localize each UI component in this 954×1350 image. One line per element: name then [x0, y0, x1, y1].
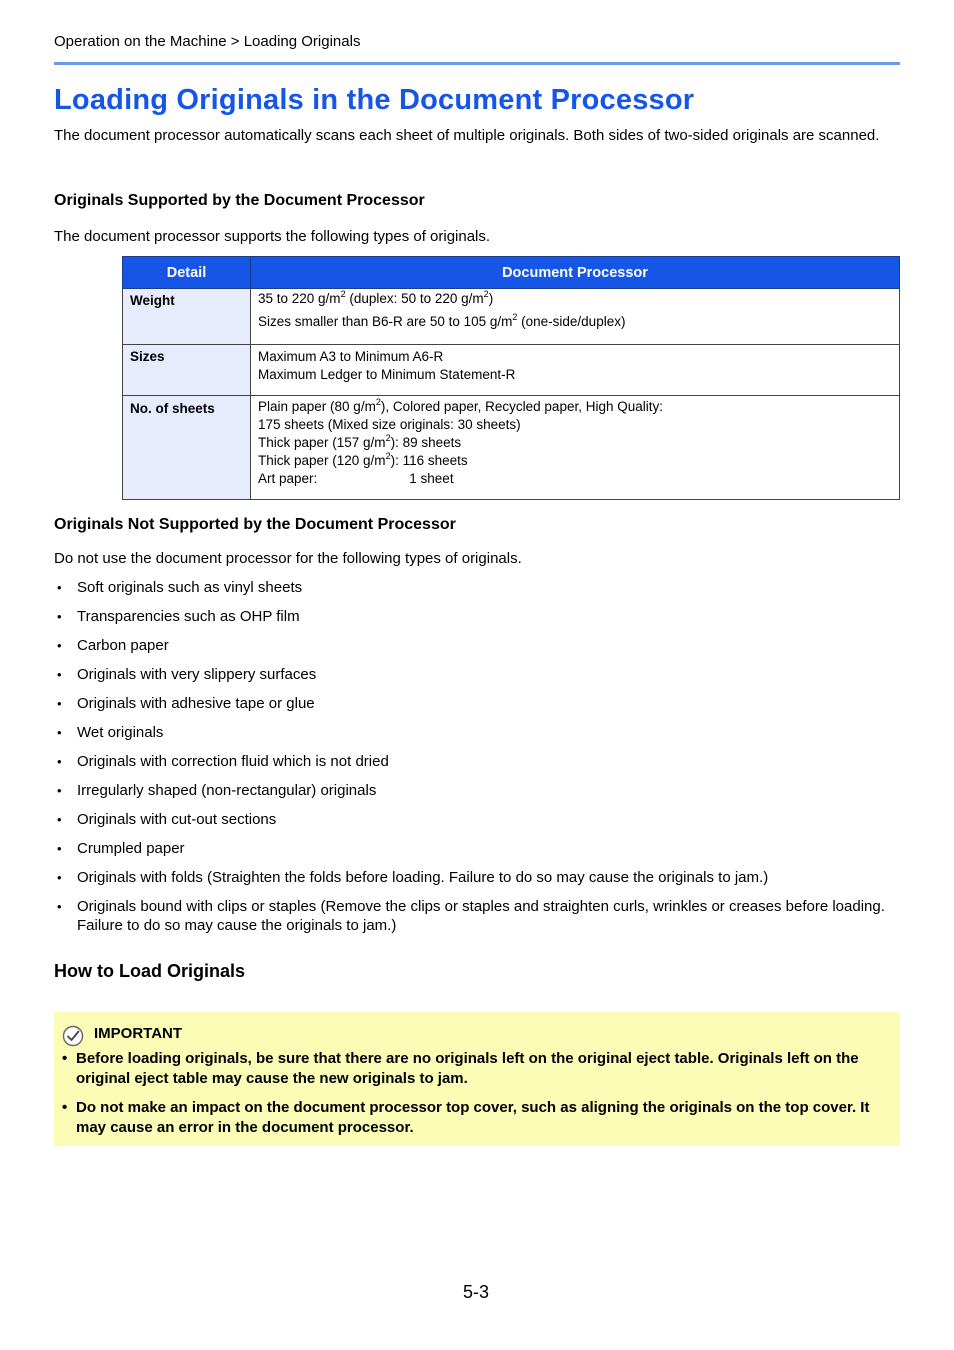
list-item: • Originals with very slippery surfaces [54, 665, 900, 684]
row-label-sizes: Sizes [123, 345, 251, 396]
row-value-sizes: Maximum A3 to Minimum A6-R Maximum Ledger to Minimum Statement-R [251, 345, 900, 396]
not-supported-originals-heading: Originals Not Supported by the Document Processor [54, 516, 456, 533]
list-item: • Originals with cut-out sections [54, 810, 900, 829]
row-label-weight: Weight [123, 289, 251, 345]
not-supported-originals-list [54, 578, 900, 945]
important-title: IMPORTANT [94, 1025, 183, 1042]
list-item: • Soft originals such as vinyl sheets [54, 578, 900, 597]
page-number: 5-3 [463, 1282, 490, 1302]
row-label-number-of-sheets: No. of sheets [123, 396, 251, 500]
important-list [61, 1049, 889, 1147]
list-item: • Originals with correction fluid which is not dried [54, 752, 900, 771]
important-item: • Before loading originals, be sure that there are no originals left on the original eject table. Originals left on the original eject table may cause the new originals to jam. [61, 1049, 889, 1089]
list-item: • Transparencies such as OHP film [54, 607, 900, 626]
supported-originals-intro: The document processor supports the following types of originals. [54, 228, 491, 245]
list-item: • Irregularly shaped (non-rectangular) originals [54, 781, 900, 800]
list-item: • Originals with folds (Straighten the folds before loading. Failure to do so may cause the originals to jam.) [54, 868, 900, 887]
row-value-number-of-sheets: Plain paper (80 $g/m^2$), Colored paper, Recycled paper, High Quality: 175 sheets (Mixed size originals: 30 sheets) Thick paper (157 $g/m^2$): 89 sheets Thick paper (120 $g/m^2$): 116 sheets Art paper: 1 sheet [251, 396, 900, 500]
header-detail: Detail [123, 257, 251, 289]
list-item: • Originals with adhesive tape or glue [54, 694, 900, 713]
table-row-weight [123, 289, 900, 345]
row-value-weight: 35 to 220 $g/m^2$ (duplex: 50 to 220 $g/m^2$) Sizes smaller than B6-R are 50 to 105 $g/m^2$ (one-side/duplex) [251, 289, 900, 345]
table-row-sizes [123, 345, 900, 396]
list-item: • Crumpled paper [54, 839, 900, 858]
breadcrumb: Operation on the Machine > Loading Originals [54, 33, 361, 50]
list-item: • Wet originals [54, 723, 900, 742]
supported-originals-heading: Originals Supported by the Document Processor [54, 192, 425, 209]
how-to-load-heading: How to Load Originals [54, 961, 246, 981]
important-item: • Do not make an impact on the document processor top cover, such as aligning the originals on the top cover. It may cause an error in the document processor. [61, 1098, 889, 1138]
table-header-row [123, 257, 900, 289]
list-item: • Originals bound with clips or staples (Remove the clips or staples and straighten curls, wrinkles or creases before loading. Failure to do so may cause the originals to jam.) [54, 897, 900, 935]
header-document-processor: Document Processor [251, 257, 900, 289]
checkmark-circle-icon [62, 1025, 84, 1047]
not-supported-originals-intro: Do not use the document processor for the following types of originals. [54, 550, 522, 567]
header-divider [54, 62, 900, 65]
important-notice [54, 1012, 900, 1146]
table-row-number-of-sheets [123, 396, 900, 500]
intro-paragraph: The document processor automatically scans each sheet of multiple originals. Both sides of two-sided originals are scanned. [54, 127, 880, 144]
supported-originals-table [122, 256, 900, 500]
list-item: • Carbon paper [54, 636, 900, 655]
page-title: Loading Originals in the Document Processor [54, 84, 695, 116]
